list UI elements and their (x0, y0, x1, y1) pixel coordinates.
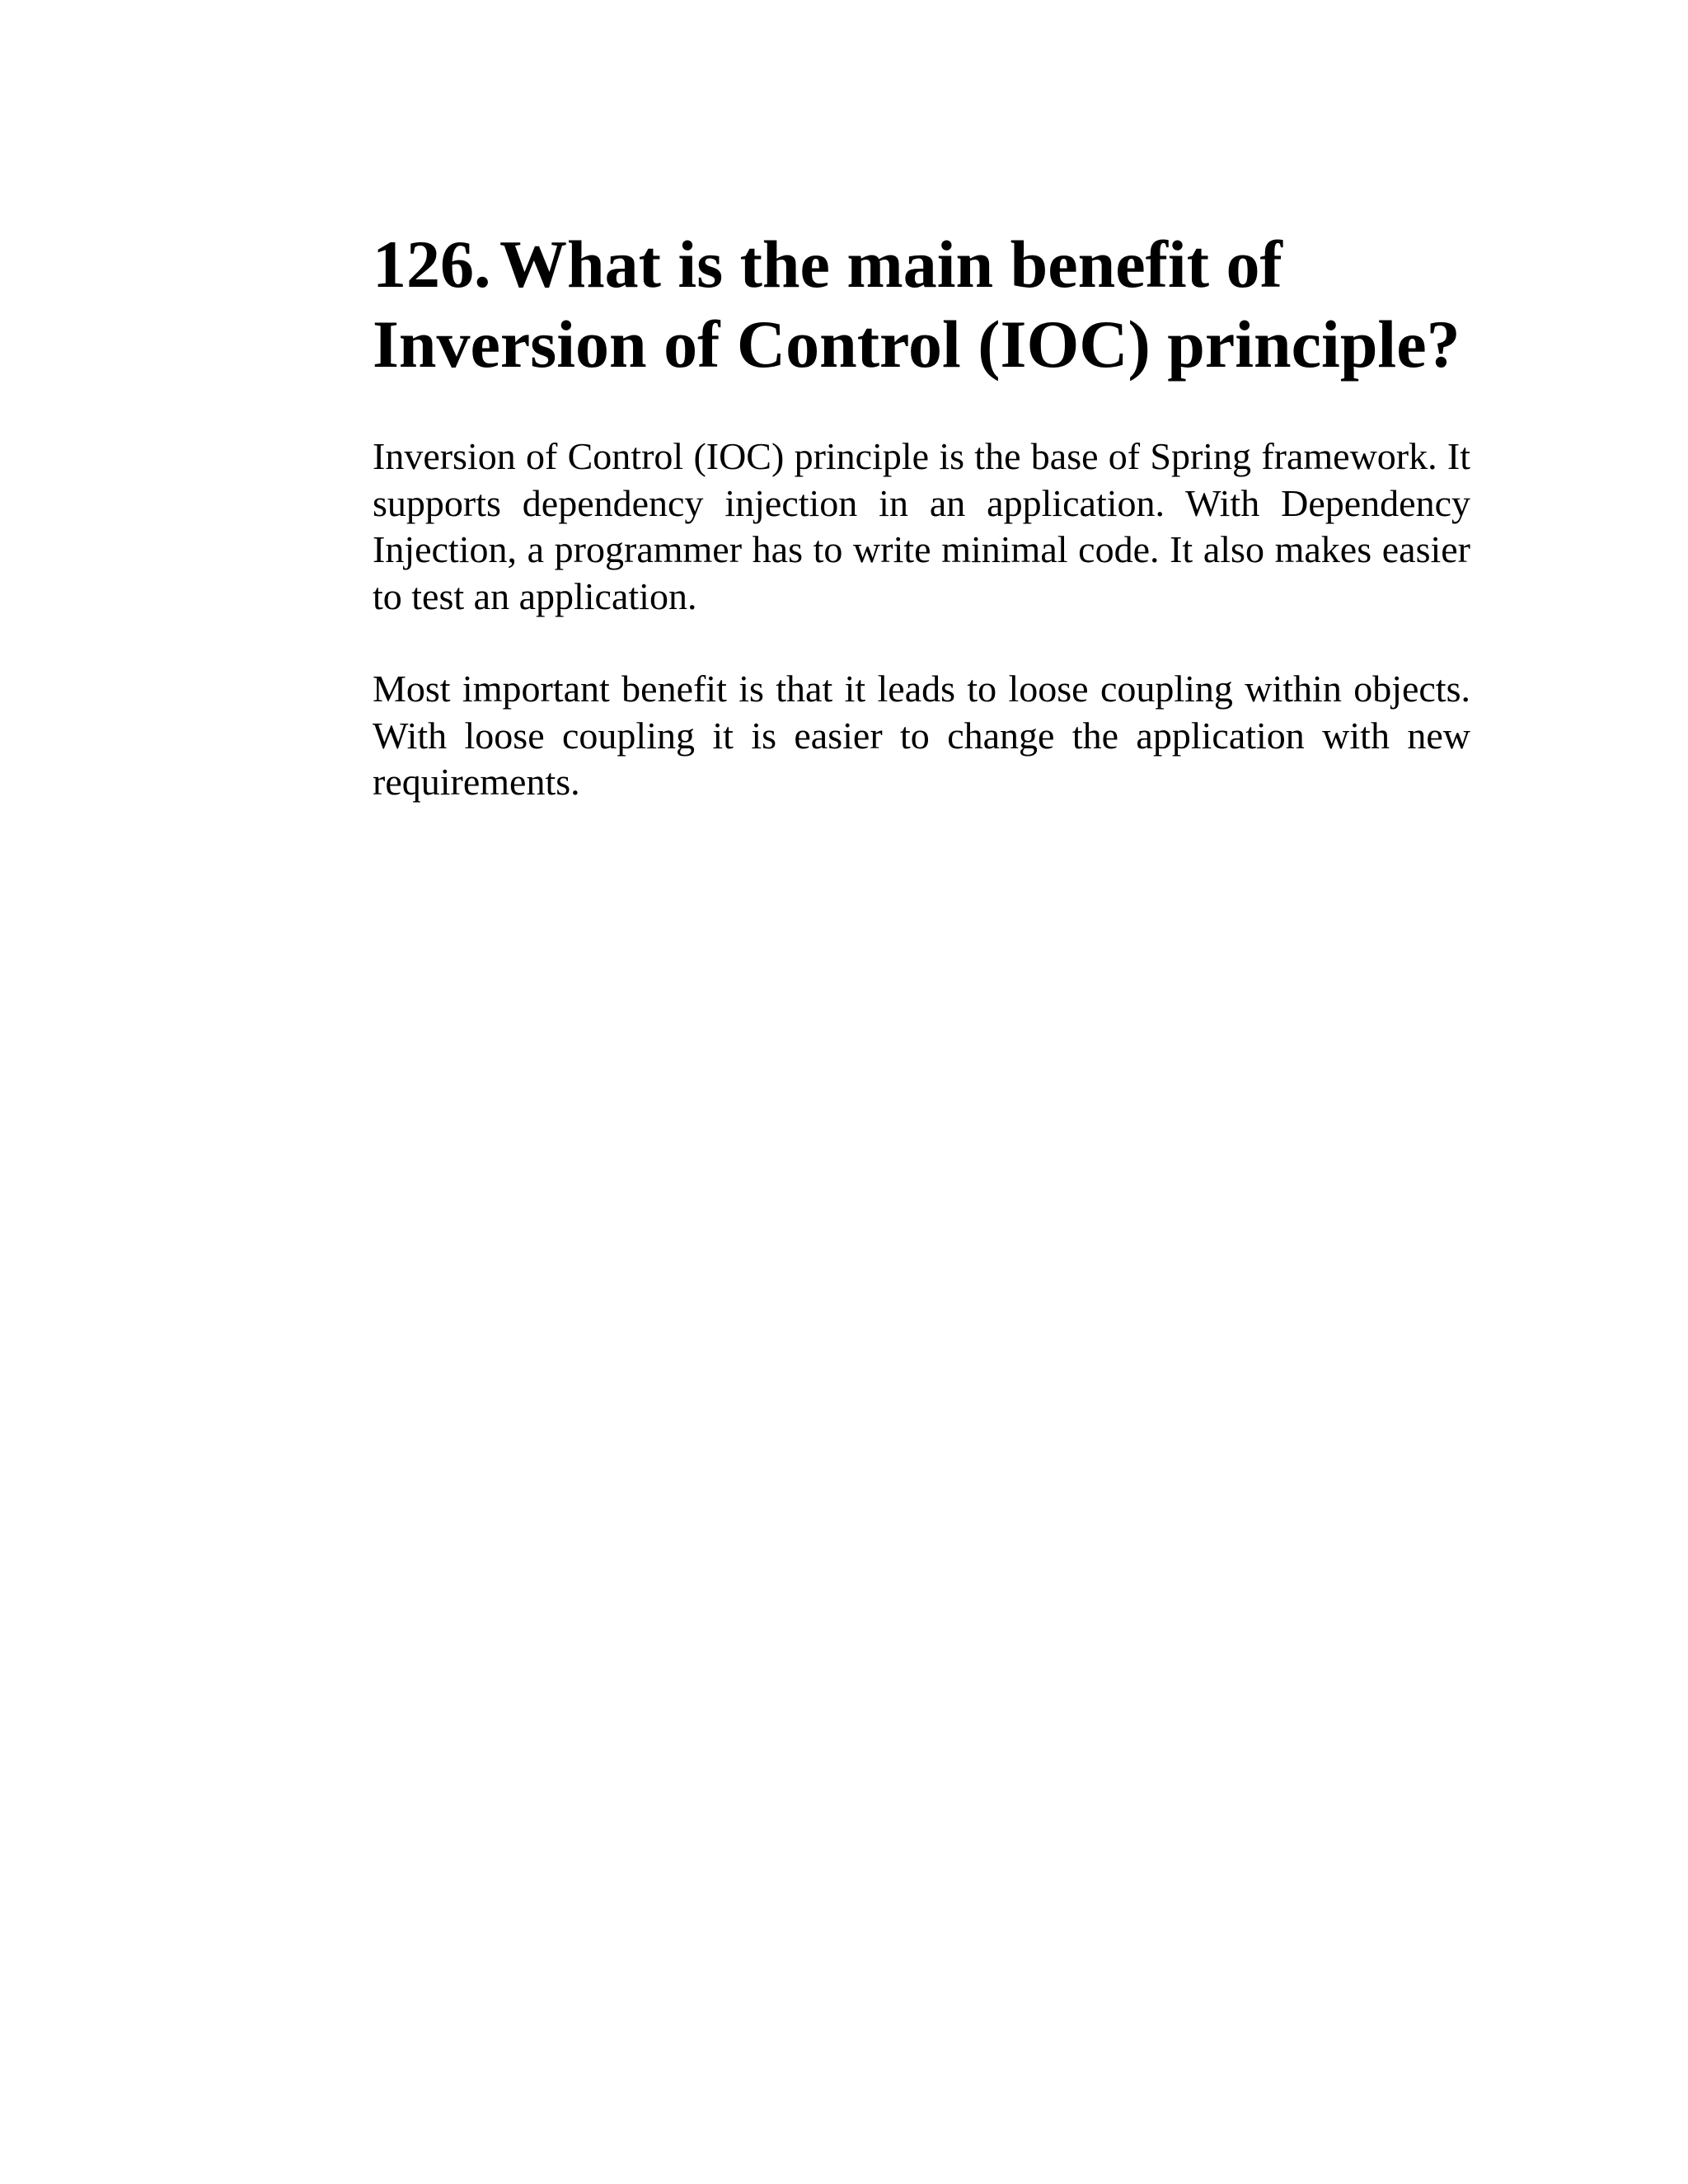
question-title-line-2: Inversion of Control (IOC) principle? (373, 307, 1461, 382)
answer-paragraph-1: Inversion of Control (IOC) principle is the base of Spring framework. It supports dependency injection in an application. With Dependency Injection, a programmer has to write minimal code. It also makes easier to test an application. (373, 435, 1470, 617)
question-number: 126. (373, 227, 491, 302)
answer-paragraph-2: Most important benefit is that it leads to loose coupling within objects. With loose coupling it is easier to change the application with new requirements. (373, 668, 1470, 803)
question-title-line-1: What is the main benefit of (499, 227, 1282, 302)
page-content (373, 224, 1470, 806)
question-heading (373, 224, 1470, 384)
